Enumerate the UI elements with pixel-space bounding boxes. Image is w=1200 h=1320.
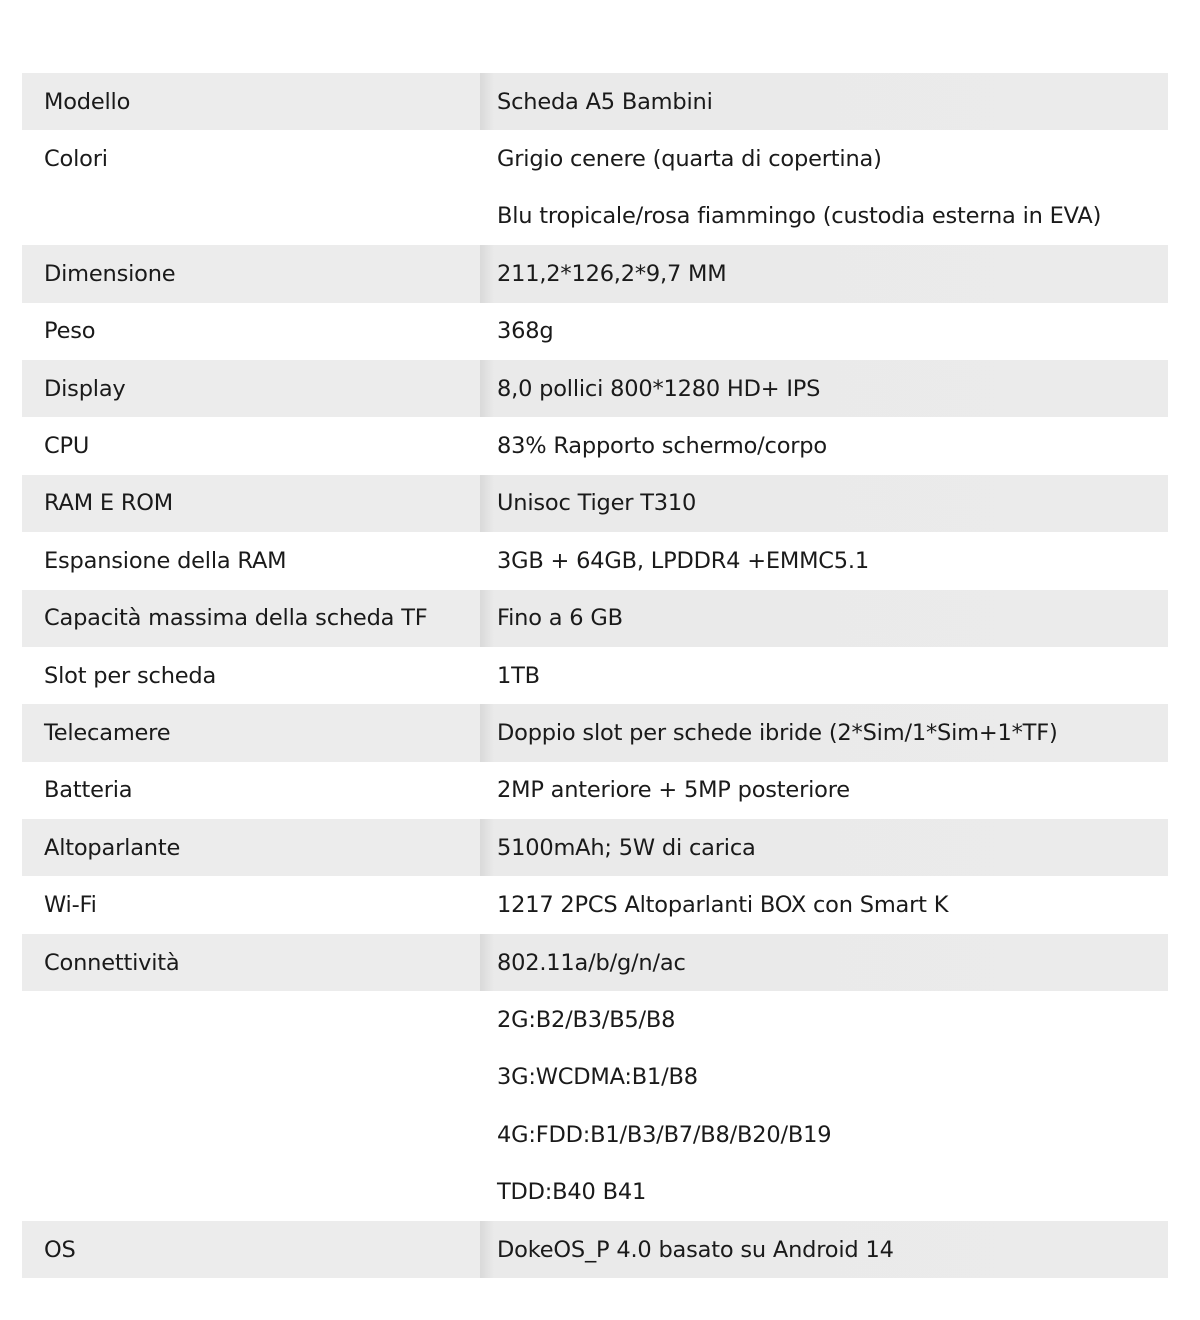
spec-row-ram-rom xyxy=(22,475,1168,532)
spec-value: Unisoc Tiger T310 xyxy=(480,475,1168,532)
spec-row-cpu xyxy=(22,417,1168,474)
spec-row-connettivita-2g xyxy=(22,991,1168,1048)
spec-value: Blu tropicale/rosa fiammingo (custodia esterna in EVA) xyxy=(497,203,1102,230)
spec-label: Wi-Fi xyxy=(44,892,97,919)
spec-label: Telecamere xyxy=(22,704,480,761)
spec-row-dimensione xyxy=(22,245,1168,302)
spec-value: 1TB xyxy=(497,662,540,689)
spec-label: Modello xyxy=(22,73,480,130)
spec-value: 83% Rapporto schermo/corpo xyxy=(497,433,827,460)
spec-label: Connettività xyxy=(22,934,480,991)
spec-label xyxy=(22,1163,480,1220)
spec-row-connettivita xyxy=(22,934,1168,991)
spec-label: Display xyxy=(22,360,480,417)
spec-row-slot-scheda xyxy=(22,647,1168,704)
spec-row-wifi xyxy=(22,876,1168,933)
spec-row-colori-2 xyxy=(22,188,1168,245)
spec-value: Grigio cenere (quarta di copertina) xyxy=(497,146,882,173)
spec-label xyxy=(22,1106,480,1163)
spec-row-batteria xyxy=(22,762,1168,819)
spec-row-connettivita-4g xyxy=(22,1106,1168,1163)
spec-table xyxy=(22,73,1168,1278)
spec-value: TDD:B40 B41 xyxy=(497,1179,647,1206)
spec-value: Scheda A5 Bambini xyxy=(480,73,1168,130)
spec-row-telecamere xyxy=(22,704,1168,761)
spec-value: DokeOS_P 4.0 basato su Android 14 xyxy=(480,1221,1168,1278)
spec-label: Dimensione xyxy=(22,245,480,302)
spec-value: 4G:FDD:B1/B3/B7/B8/B20/B19 xyxy=(497,1121,832,1148)
spec-value: Fino a 6 GB xyxy=(480,590,1168,647)
spec-value: 1217 2PCS Altoparlanti BOX con Smart K xyxy=(497,892,949,919)
spec-row-espansione-ram xyxy=(22,532,1168,589)
spec-label: Slot per scheda xyxy=(44,662,217,689)
spec-label: Espansione della RAM xyxy=(44,547,287,574)
spec-label: OS xyxy=(22,1221,480,1278)
spec-value: 2MP anteriore + 5MP posteriore xyxy=(497,777,850,804)
spec-label: RAM E ROM xyxy=(22,475,480,532)
spec-value: Doppio slot per schede ibride (2*Sim/1*Sim+1*TF) xyxy=(480,704,1168,761)
spec-row-modello xyxy=(22,73,1168,130)
spec-value: 3GB + 64GB, LPDDR4 +EMMC5.1 xyxy=(497,547,869,574)
spec-value: 2G:B2/B3/B5/B8 xyxy=(497,1006,676,1033)
spec-row-os xyxy=(22,1221,1168,1278)
spec-value: 3G:WCDMA:B1/B8 xyxy=(497,1064,698,1091)
spec-label xyxy=(22,991,480,1048)
spec-row-peso xyxy=(22,303,1168,360)
spec-value: 802.11a/b/g/n/ac xyxy=(480,934,1168,991)
spec-label: CPU xyxy=(44,433,90,460)
spec-label xyxy=(22,1049,480,1106)
spec-row-connettivita-3g xyxy=(22,1049,1168,1106)
spec-label: Colori xyxy=(44,146,108,173)
spec-value: 8,0 pollici 800*1280 HD+ IPS xyxy=(480,360,1168,417)
spec-row-display xyxy=(22,360,1168,417)
spec-value: 5100mAh; 5W di carica xyxy=(480,819,1168,876)
spec-row-colori xyxy=(22,130,1168,187)
spec-label xyxy=(22,188,480,245)
spec-row-altoparlante xyxy=(22,819,1168,876)
spec-label: Batteria xyxy=(44,777,133,804)
spec-label: Capacità massima della scheda TF xyxy=(22,590,480,647)
spec-row-connettivita-tdd xyxy=(22,1163,1168,1220)
spec-value: 211,2*126,2*9,7 MM xyxy=(480,245,1168,302)
spec-row-capacita-tf xyxy=(22,590,1168,647)
spec-label: Altoparlante xyxy=(22,819,480,876)
spec-value: 368g xyxy=(497,318,554,345)
spec-label: Peso xyxy=(44,318,96,345)
